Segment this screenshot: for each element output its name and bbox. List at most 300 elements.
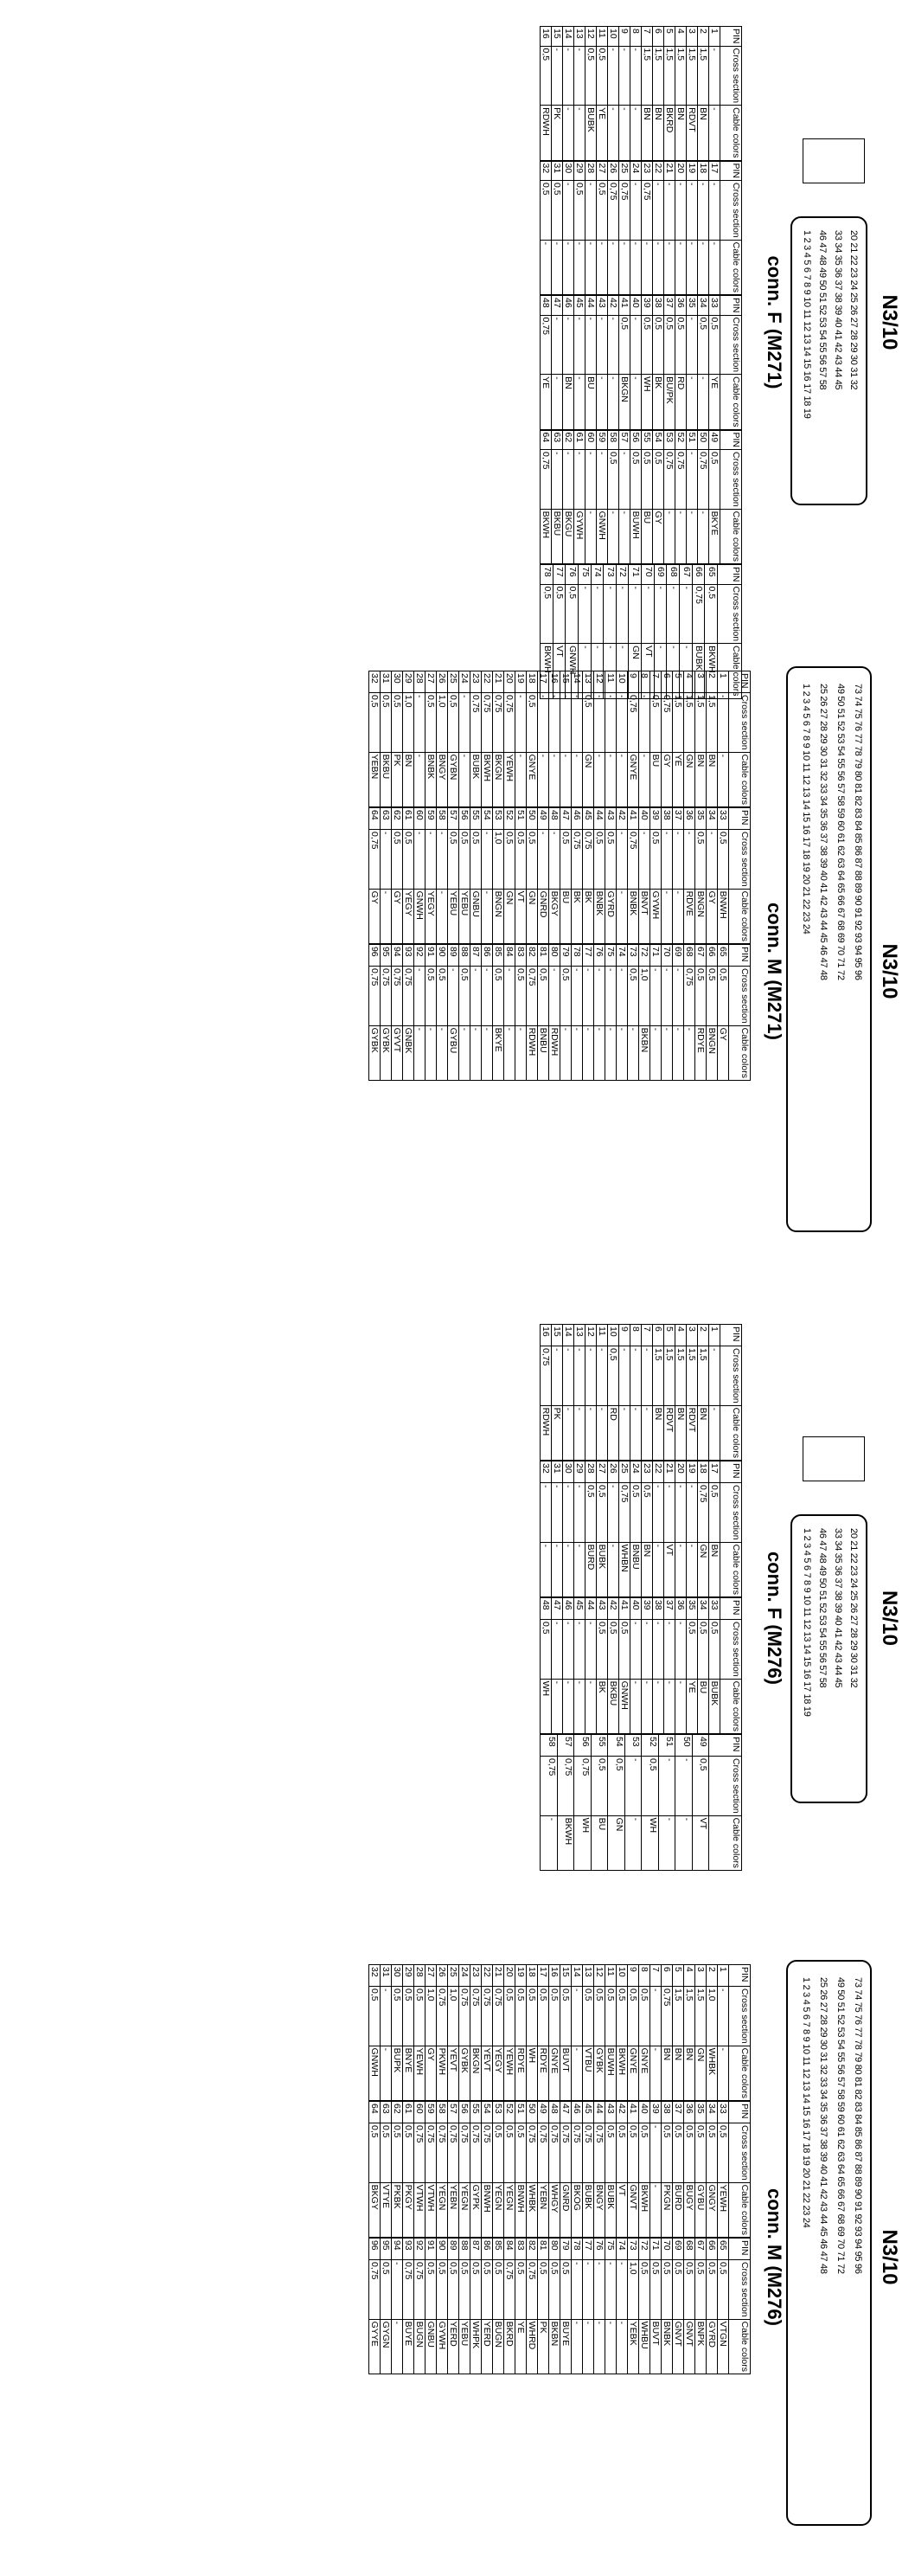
pin-number: 34 — [698, 1597, 709, 1619]
pin-number: 85 — [493, 2238, 504, 2259]
table-row — [527, 671, 538, 807]
table-row — [549, 1965, 560, 2101]
table-row — [594, 2101, 605, 2237]
cross-section: 0,5 — [642, 450, 653, 510]
cable-color: - — [675, 240, 687, 294]
pin-number: 55 — [591, 1734, 608, 1756]
cable-color: - — [608, 1542, 619, 1596]
pin-number: 1 — [718, 671, 729, 693]
cross-section: 0,75 — [381, 966, 392, 1025]
cable-color: BUGY — [684, 2182, 695, 2237]
table-row — [642, 1734, 659, 1870]
cable-color: - — [662, 1025, 673, 1080]
table-row — [687, 1597, 698, 1733]
table-row — [597, 161, 608, 295]
cross-section: 0,5 — [448, 829, 459, 889]
pin-number: 93 — [403, 2238, 414, 2259]
cross-section: 0,5 — [538, 966, 549, 1025]
cable-color: RDVE — [684, 889, 695, 943]
pin-number: 94 — [392, 944, 403, 966]
cross-section: 0,5 — [459, 829, 470, 889]
pin-number: 21 — [664, 161, 675, 181]
table-row — [698, 1597, 709, 1733]
cable-color: RDYE — [538, 2046, 549, 2100]
pin-number: 82 — [527, 2238, 538, 2259]
table-row — [392, 807, 403, 943]
pin-number: 55 — [470, 2101, 482, 2123]
cross-section: 0,5 — [695, 2123, 707, 2182]
cross-section: 1,0 — [707, 1987, 718, 2046]
table-row — [574, 430, 585, 564]
cable-color: - — [572, 2046, 583, 2100]
cable-color: BKWH — [557, 1815, 574, 1870]
table-row — [515, 2101, 527, 2237]
panel-title: N3/10 — [878, 2229, 901, 2285]
table-row — [583, 2101, 594, 2237]
table-row — [605, 807, 617, 943]
table-row — [585, 1597, 597, 1733]
cable-color: VT — [692, 1815, 709, 1870]
table-row — [707, 807, 718, 943]
table-row — [687, 161, 698, 295]
cross-section: 0,75 — [482, 2123, 493, 2182]
cross-section: - — [675, 1756, 693, 1815]
cross-section: - — [482, 829, 493, 889]
table-row — [597, 430, 608, 564]
cable-color: YEWH — [504, 752, 515, 806]
table-row — [619, 27, 630, 161]
cross-section: 0,5 — [705, 584, 718, 644]
cross-section: 0,75 — [527, 2259, 538, 2319]
cable-color: YEBK — [628, 2319, 639, 2374]
pin-number: 5 — [664, 27, 675, 47]
table-row — [619, 1325, 630, 1461]
cable-color: BKBU — [381, 752, 392, 806]
table-row — [675, 1325, 687, 1461]
table-row — [673, 1965, 684, 2101]
cross-section: - — [552, 1346, 563, 1406]
table-row — [560, 807, 572, 943]
cross-section: - — [629, 584, 642, 644]
cable-color: GYBU — [448, 1025, 459, 1080]
pin-number: 15 — [560, 671, 572, 693]
table-row — [515, 807, 527, 943]
table-row — [642, 1597, 653, 1733]
column-header: Cable colors — [720, 1679, 742, 1733]
table-row — [426, 944, 437, 1080]
pin-number: 64 — [541, 430, 552, 450]
pin-number: 3 — [695, 671, 707, 693]
cross-section: 0,5 — [437, 966, 448, 1025]
cross-section: 0,5 — [482, 2259, 493, 2319]
cable-color: - — [605, 752, 617, 806]
table-row — [504, 944, 515, 1080]
pin-number: 25 — [619, 1461, 630, 1482]
pin-number: 17 — [538, 1965, 549, 1987]
table-row — [572, 2101, 583, 2237]
table-row — [662, 671, 673, 807]
cable-color: - — [381, 889, 392, 943]
cross-section: - — [563, 315, 574, 375]
pin-number: 50 — [527, 2101, 538, 2123]
cable-color: BURD — [585, 1542, 597, 1596]
cross-section: 0,5 — [597, 46, 608, 106]
cable-color: - — [594, 1025, 605, 1080]
cross-section: - — [552, 46, 563, 106]
cross-section: 1,5 — [707, 693, 718, 753]
pin-number: 78 — [541, 565, 553, 585]
cable-color: BN — [563, 375, 574, 429]
cable-color: - — [538, 752, 549, 806]
pin-number: 16 — [549, 1965, 560, 1987]
table-row — [695, 1965, 707, 2101]
table-row — [653, 296, 664, 430]
cross-section: 0,75 — [619, 1482, 630, 1542]
table-row — [572, 1965, 583, 2101]
cable-color: GNWH — [566, 644, 579, 698]
cable-color: BKRD — [504, 2319, 515, 2374]
table-row — [619, 296, 630, 430]
table-row — [653, 27, 664, 161]
cross-section: 0,75 — [414, 2123, 426, 2182]
pin-number: 38 — [662, 807, 673, 829]
table-row — [608, 430, 619, 564]
pin-number: 42 — [608, 296, 619, 316]
pin-number: 93 — [403, 944, 414, 966]
cable-color: YEBU — [448, 889, 459, 943]
cable-color: GNYE — [628, 2046, 639, 2100]
table-row — [552, 430, 563, 564]
pin-row: 1 2 3 4 5 6 7 8 9 10 11 12 13 14 15 16 17 18 19 20 21 22 23 24 — [801, 684, 811, 935]
pin-number: 54 — [482, 2101, 493, 2123]
cross-section: 0,5 — [552, 181, 563, 241]
table-row — [695, 671, 707, 807]
pin-number: 49 — [538, 807, 549, 829]
cable-color: - — [482, 889, 493, 943]
table-row — [687, 1325, 698, 1461]
cable-color: BUBK — [597, 1542, 608, 1596]
cable-color: YE — [597, 106, 608, 160]
table-row — [541, 430, 552, 564]
cable-color: - — [594, 2319, 605, 2374]
pin-number: 39 — [642, 296, 653, 316]
cable-color: WHPK — [470, 2319, 482, 2374]
cross-section: - — [572, 693, 583, 753]
pin-number: 16 — [549, 671, 560, 693]
cross-section: - — [687, 1482, 698, 1542]
cross-section: - — [698, 181, 709, 241]
cross-section: 0,5 — [369, 1987, 381, 2046]
table-row — [448, 671, 459, 807]
pin-number: 30 — [392, 1965, 403, 1987]
connector-subtitle: conn. M (M271) — [764, 903, 785, 1040]
cable-color: GY — [426, 2046, 437, 2100]
pin-number: 16 — [541, 27, 552, 47]
table-row — [630, 1325, 642, 1461]
cross-section: 0,5 — [662, 2123, 673, 2182]
pin-table — [368, 671, 751, 807]
cable-color: GYRD — [605, 889, 617, 943]
pin-number: 49 — [692, 1734, 709, 1756]
table-row — [369, 671, 381, 807]
cross-section: 0,75 — [541, 315, 552, 375]
cable-color: - — [630, 240, 642, 294]
cross-section: - — [594, 966, 605, 1025]
pin-number: 82 — [527, 944, 538, 966]
table-row — [617, 671, 628, 807]
pin-number: 13 — [583, 671, 594, 693]
cable-color: GNVT — [628, 2182, 639, 2237]
pin-number: 54 — [482, 807, 493, 829]
cable-color: - — [664, 240, 675, 294]
table-row — [381, 2101, 392, 2237]
table-row — [369, 1965, 381, 2101]
pin-row: 25 26 27 28 29 30 31 32 33 34 35 36 37 38 39 40 41 42 43 44 45 46 47 48 — [818, 684, 829, 980]
column-header: PIN — [720, 161, 742, 181]
cable-color: - — [459, 1025, 470, 1080]
cross-section: - — [563, 1346, 574, 1406]
cross-section: - — [630, 315, 642, 375]
pin-number: 20 — [504, 671, 515, 693]
table-row — [675, 430, 687, 564]
table-row — [538, 1965, 549, 2101]
table-row — [552, 1461, 563, 1596]
table-row — [493, 1965, 504, 2101]
cable-color: RDVT — [687, 1405, 698, 1460]
cable-color: YEWH — [504, 2046, 515, 2100]
table-row — [709, 161, 720, 295]
cable-color: - — [585, 1405, 597, 1460]
table-row — [675, 161, 687, 295]
cross-section: - — [608, 46, 619, 106]
cross-section: 0,5 — [650, 2259, 662, 2319]
cross-section: 0,75 — [538, 2123, 549, 2182]
pin-number: 19 — [687, 1461, 698, 1482]
column-header: Cable colors — [729, 889, 751, 943]
cable-color: - — [617, 2319, 628, 2374]
aux-connector-diagram — [803, 138, 865, 183]
column-header: Cross section — [720, 46, 742, 106]
cable-color: - — [675, 1815, 693, 1870]
cable-color: - — [687, 509, 698, 563]
cross-section: 0,5 — [718, 2123, 729, 2182]
cross-section: 0,5 — [608, 1346, 619, 1406]
cable-color: GYBK — [381, 1025, 392, 1080]
table-row — [437, 944, 448, 1080]
cable-color: - — [605, 2319, 617, 2374]
pin-number: 95 — [381, 2238, 392, 2259]
pin-number: 37 — [673, 2101, 684, 2123]
cross-section: 0,5 — [608, 450, 619, 510]
cable-color: BN — [403, 752, 414, 806]
table-row — [605, 2238, 617, 2374]
pin-number: 23 — [642, 161, 653, 181]
pin-number: 37 — [673, 807, 684, 829]
cross-section: 0,5 — [639, 1987, 650, 2046]
pin-table — [368, 1964, 751, 2101]
cable-color: BNGN — [707, 1025, 718, 1080]
pin-table — [368, 2101, 751, 2238]
cable-color: GNRD — [538, 889, 549, 943]
cable-color: BU — [698, 1679, 709, 1733]
cable-color: BK — [572, 889, 583, 943]
column-header: Cable colors — [729, 2182, 751, 2237]
cable-color: GN — [583, 752, 594, 806]
pin-number: 31 — [552, 1461, 563, 1482]
cable-color: GY — [707, 889, 718, 943]
pin-number: 39 — [650, 2101, 662, 2123]
cross-section: - — [617, 693, 628, 753]
pin-number: 1 — [709, 27, 720, 47]
table-row — [628, 1965, 639, 2101]
table-row — [594, 2238, 605, 2374]
pin-number: 19 — [515, 1965, 527, 1987]
cross-section: - — [585, 1346, 597, 1406]
cable-color: - — [687, 375, 698, 429]
table-row — [459, 2238, 470, 2374]
cable-color: BKWH — [541, 644, 553, 698]
cross-section: 0,5 — [381, 2123, 392, 2182]
cross-section: 1,0 — [437, 693, 448, 753]
table-row — [549, 2101, 560, 2237]
table-row — [557, 1734, 574, 1870]
cross-section: 0,75 — [549, 2123, 560, 2182]
cross-section: 0,5 — [619, 1619, 630, 1679]
table-row — [403, 2238, 414, 2374]
cable-color: PKGY — [403, 2182, 414, 2237]
column-header: Cross section — [729, 2123, 751, 2182]
cable-color: - — [675, 509, 687, 563]
pin-number: 55 — [470, 807, 482, 829]
pin-number: 18 — [527, 1965, 538, 1987]
cable-color: BUYE — [403, 2319, 414, 2374]
cross-section: 0,5 — [707, 966, 718, 1025]
cross-section: - — [707, 829, 718, 889]
cross-section: - — [605, 2259, 617, 2319]
cross-section: 0,5 — [642, 1482, 653, 1542]
table-row — [630, 296, 642, 430]
cross-section: 0,5 — [515, 1987, 527, 2046]
pin-number: 71 — [650, 944, 662, 966]
cross-section: 0,75 — [448, 2123, 459, 2182]
table-row — [527, 807, 538, 943]
pin-number: 51 — [515, 2101, 527, 2123]
cross-section: - — [594, 2259, 605, 2319]
pin-number: 72 — [639, 944, 650, 966]
pin-number: 2 — [698, 27, 709, 47]
pin-number: 78 — [572, 944, 583, 966]
cable-color: - — [709, 240, 720, 294]
pin-number: 6 — [653, 1325, 664, 1346]
table-row — [718, 944, 729, 1080]
pin-number: 69 — [673, 2238, 684, 2259]
cable-color: GN — [629, 644, 642, 698]
table-row — [583, 2238, 594, 2374]
table-row — [585, 1461, 597, 1596]
cross-section: 1,0 — [448, 1987, 459, 2046]
cross-section: 0,75 — [369, 966, 381, 1025]
table-row — [591, 1734, 608, 1870]
cable-color: - — [594, 752, 605, 806]
cross-section: 1,5 — [698, 46, 709, 106]
table-row — [684, 2101, 695, 2237]
pin-number: 80 — [549, 944, 560, 966]
table-row — [597, 1325, 608, 1461]
column-header: PIN — [717, 565, 741, 585]
table-row — [664, 296, 675, 430]
pin-number: 60 — [414, 807, 426, 829]
cable-color: BNBK — [426, 752, 437, 806]
cross-section: 0,75 — [583, 829, 594, 889]
cross-section: 0,75 — [557, 1756, 574, 1815]
cross-section: 0,75 — [470, 2123, 482, 2182]
pin-number: 75 — [579, 565, 592, 585]
pin-number: 51 — [658, 1734, 675, 1756]
table-row — [687, 430, 698, 564]
cross-section: 0,5 — [630, 1482, 642, 1542]
cable-color: GN — [684, 752, 695, 806]
pin-number: 49 — [538, 2101, 549, 2123]
pin-row: 20 21 22 23 24 25 26 27 28 29 30 31 32 — [848, 230, 859, 390]
pin-number: 7 — [642, 27, 653, 47]
cross-section: 0,5 — [639, 2123, 650, 2182]
pin-number: 56 — [630, 430, 642, 450]
cross-section: 0,5 — [617, 1987, 628, 2046]
cable-color: GYWH — [437, 2319, 448, 2374]
pin-number: 32 — [369, 1965, 381, 1987]
pin-number: 43 — [597, 296, 608, 316]
table-row — [664, 1325, 675, 1461]
pin-number: 66 — [707, 944, 718, 966]
pin-number: 51 — [515, 807, 527, 829]
table-row — [597, 1597, 608, 1733]
pin-number: 81 — [538, 944, 549, 966]
pin-number: 81 — [538, 2238, 549, 2259]
cable-color: YE — [709, 375, 720, 429]
cross-section: 1,0 — [628, 2259, 639, 2319]
table-row — [617, 1965, 628, 2101]
cable-color: - — [630, 375, 642, 429]
table-row — [617, 2238, 628, 2374]
table-row — [675, 27, 687, 161]
cable-color: - — [654, 644, 667, 698]
table-row — [574, 1734, 592, 1870]
cross-section: 0,75 — [541, 450, 552, 510]
table-row — [448, 944, 459, 1080]
cable-color: YEGY — [403, 889, 414, 943]
cross-section: - — [574, 1346, 585, 1406]
cross-section: 0,75 — [572, 2123, 583, 2182]
cable-color: BN — [695, 752, 707, 806]
pin-number: 1 — [718, 1965, 729, 1987]
cross-section: 1,5 — [684, 693, 695, 753]
cable-color: GN — [695, 2046, 707, 2100]
pin-number: 5 — [673, 1965, 684, 1987]
cable-color: GYBK — [369, 1025, 381, 1080]
cross-section: - — [662, 829, 673, 889]
cross-section: - — [687, 315, 698, 375]
table-row — [698, 1461, 709, 1596]
table-row — [538, 944, 549, 1080]
cross-section: - — [687, 181, 698, 241]
cross-section: - — [650, 2123, 662, 2182]
pin-number: 39 — [642, 1597, 653, 1619]
pin-number: 21 — [664, 1461, 675, 1482]
cross-section: 0,75 — [608, 181, 619, 241]
cross-section: 0,75 — [459, 2123, 470, 2182]
cross-section: - — [579, 584, 592, 644]
cable-color: YEBU — [459, 889, 470, 943]
